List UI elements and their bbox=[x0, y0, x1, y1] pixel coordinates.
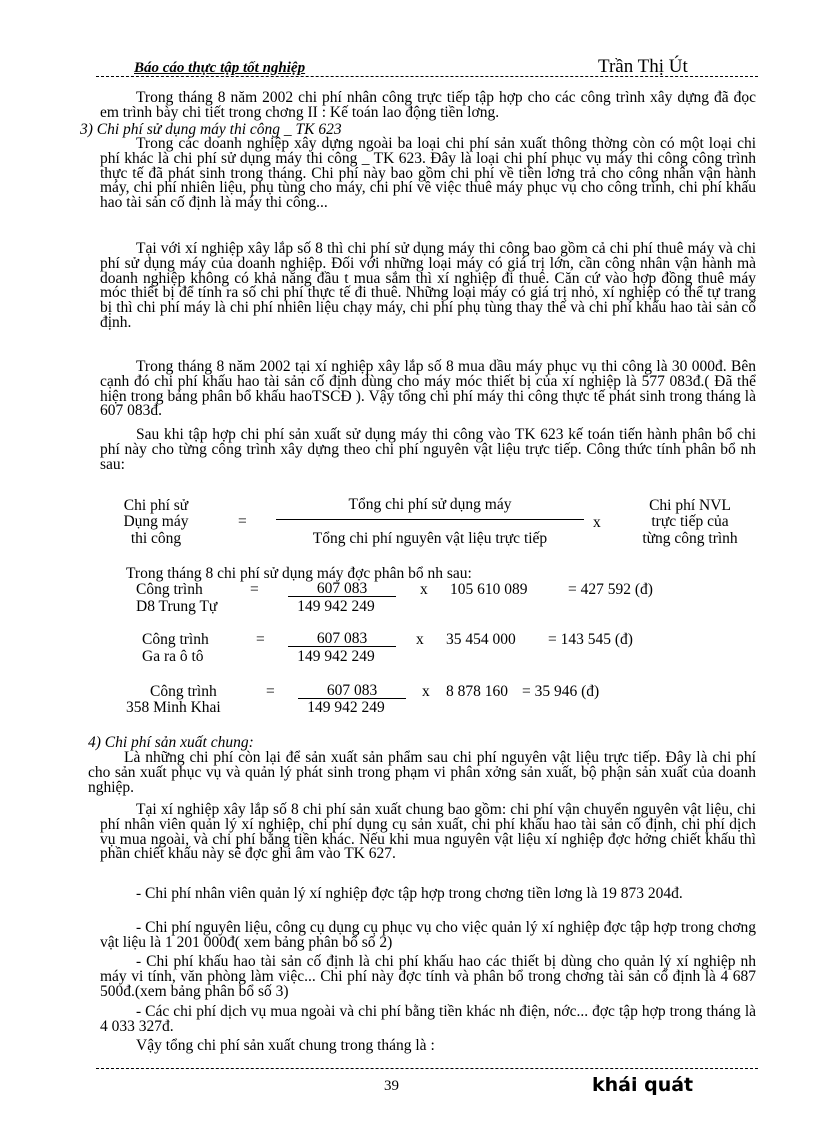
paragraph-5-text: Sau khi tập hợp chi phí sản xuất sử dụng máy thi công vào TK 623 kế toán tiến hành phân bổ chi phí này cho từng công trình xây dựng theo chi phí nguyên vật liệu trực tiếp. Công thức tính phân bổ nh sau: bbox=[100, 426, 756, 473]
allocation-result: = 143 545 (đ) bbox=[548, 631, 633, 648]
allocation-times: x bbox=[420, 581, 428, 598]
allocation-name: Công trình bbox=[142, 631, 209, 648]
allocation-times: x bbox=[416, 631, 424, 648]
bullet-4 bbox=[100, 1005, 756, 1035]
paragraph-5 bbox=[100, 428, 756, 472]
formula-denominator: Tổng chi phí nguyên vật liệu trực tiếp bbox=[312, 530, 548, 547]
bullet-3 bbox=[100, 955, 756, 999]
allocation-name-2: Ga ra ô tô bbox=[142, 648, 204, 665]
allocation-result: = 35 946 (đ) bbox=[522, 683, 600, 700]
header-title: Báo cáo thực tập tốt nghiệp bbox=[134, 60, 306, 76]
allocation-name-2: 358 Minh Khai bbox=[126, 699, 221, 716]
formula-left-2: Dụng máy bbox=[123, 513, 189, 530]
allocation-name: Công trình bbox=[150, 683, 217, 700]
bullet-2-text: - Chi phí nguyên liệu, công cụ dụng cụ phục vụ cho việc quản lý xí nghiệp đợc tập hợp trong chơng vật liệu là 1 201 000đ( xem bảng phân bổ số 2) bbox=[100, 919, 756, 951]
allocation-numerator: 607 083 bbox=[316, 580, 368, 597]
bullet-4-text: - Các chi phí dịch vụ mua ngoài và chi phí bằng tiền khác nh điện, nớc... đợc tập hợp trong tháng là 4 033 327đ. bbox=[100, 1003, 756, 1035]
paragraph-1-text: Trong tháng 8 năm 2002 chi phí nhân công trực tiếp tập hợp cho các công trình xây dựng đã đọc em trình bày chi tiết trong chơng II : Kế toán lao động tiền lơng. bbox=[100, 89, 756, 121]
formula-right-2: trực tiếp của bbox=[651, 513, 729, 530]
paragraph-8-text: Vậy tổng chi phí sản xuất chung trong tháng là : bbox=[136, 1037, 435, 1054]
formula-left-1: Chi phí sử bbox=[123, 497, 189, 514]
allocation-multiplier: 105 610 089 bbox=[450, 581, 528, 598]
paragraph-8 bbox=[100, 1039, 756, 1054]
paragraph-3 bbox=[100, 242, 756, 331]
formula-numerator: Tổng chi phí sử dụng máy bbox=[348, 496, 512, 513]
footer-rule bbox=[96, 1068, 758, 1069]
formula-times: x bbox=[593, 514, 601, 531]
bullet-1-text: - Chi phí nhân viên quản lý xí nghiệp đợc tập hợp trong chơng tiền lơng là 19 873 204đ. bbox=[136, 885, 683, 902]
allocation-denominator: 149 942 249 bbox=[297, 598, 375, 615]
paragraph-6-text: Là những chi phí còn lại để sản xuất sản phẩm sau chi phí nguyên vật liệu trực tiếp. Đây là chi phí cho sản xuất phục vụ và quản lý phát sinh trong phạm vi phân xởng sản xuất, bộ phận sản xuất của doanh nghiệp. bbox=[88, 749, 756, 796]
allocation-name-2: D8 Trung Tự bbox=[136, 598, 218, 615]
formula-equals: = bbox=[238, 513, 247, 530]
paragraph-1 bbox=[100, 91, 756, 121]
formula-fraction-line bbox=[276, 519, 584, 520]
allocation-result: = 427 592 (đ) bbox=[568, 581, 653, 598]
paragraph-6 bbox=[88, 751, 756, 795]
allocation-multiplier: 8 878 160 bbox=[446, 683, 508, 700]
allocation-times: x bbox=[422, 683, 430, 700]
allocation-multiplier: 35 454 000 bbox=[446, 631, 516, 648]
paragraph-4-text: Trong tháng 8 năm 2002 tại xí nghiệp xây lắp số 8 mua dầu máy phục vụ thi công là 30 000đ. Bên cạnh đó chi phí khấu hao tài sản cố định dùng cho máy móc thiết bị của xí nghiệp là 577 083đ.( Đã thể hiện trong bảng phân bổ khấu haoTSCĐ ). Vậy tổng chi phí máy thi công thực tế phát sinh trong tháng là 607 083đ. bbox=[100, 358, 756, 420]
formula-left-3: thi công bbox=[130, 530, 182, 547]
paragraph-2-text: Trong các doanh nghiệp xây dựng ngoài ba loại chi phí sản xuất thông thờng còn có một loại chi phí khác là chi phí sử dụng máy thi công _ TK 623. Đây là loại chi phí phục vụ máy thi công công trình thực tế đã phát sinh trong tháng. Chi phí này bao gồm chi phí về tiền lơng trả cho công nhân vận hành máy, chi phí nhiên liệu, phụ tùng cho máy, chi phí về việc thuê máy phục vụ cho công trình, chi phí khấu hao tài sản cố định là máy thi công... bbox=[100, 135, 756, 212]
footer-label: khái quát bbox=[592, 1074, 694, 1096]
allocation-equals: = bbox=[266, 683, 275, 700]
bullet-3-text: - Chi phí khấu hao tài sản cố định là chi phí khấu hao các thiết bị dùng cho quản lý xí nghiệp nh máy vi tính, văn phòng làm việc... Chi phí này đợc tính và phân bổ trong chơng tài sản cố định là 4 687 500đ.(xem bảng phân bổ số 3) bbox=[100, 953, 756, 1000]
allocation-numerator: 607 083 bbox=[316, 630, 368, 647]
allocation-numerator: 607 083 bbox=[326, 682, 378, 699]
allocation-intro: Trong tháng 8 chi phí sử dụng máy đợc phân bổ nh sau: bbox=[126, 565, 472, 582]
allocation-denominator: 149 942 249 bbox=[297, 648, 375, 665]
allocation-equals: = bbox=[250, 581, 259, 598]
formula-right-3: từng công trình bbox=[642, 530, 738, 547]
bullet-1 bbox=[100, 887, 756, 902]
paragraph-4 bbox=[100, 360, 756, 419]
allocation-fraction-line bbox=[288, 596, 396, 597]
section-4-title: 4) Chi phí sản xuất chung: bbox=[88, 734, 254, 751]
section-3-title: 3) Chi phí sử dụng máy thi công _ TK 623 bbox=[80, 121, 342, 138]
allocation-name: Công trình bbox=[136, 581, 203, 598]
paragraph-2 bbox=[100, 137, 756, 211]
bullet-2 bbox=[100, 921, 756, 951]
paragraph-7 bbox=[100, 803, 756, 862]
allocation-fraction-line bbox=[288, 646, 396, 647]
header-author: Trần Thị Út bbox=[598, 56, 688, 77]
formula-right-1: Chi phí NVL bbox=[649, 497, 731, 514]
paragraph-3-text: Tại với xí nghiệp xây lắp số 8 thì chi phí sử dụng máy thi công bao gồm cả chi phí thuê máy và chi phí sử dụng máy của doanh nghiệp. Đối với những loại máy có giá trị lớn, cần công nhân vận hành mà doanh nghiệp không có khả năng đầu t mua sắm thì xí nghiệp đi thuê. Căn cứ vào hợp đồng thuê máy móc thiết bị để tính ra số chi phí thực tế đi thuê. Những loại máy có giá trị nhỏ, xí nghiệp có thể tự trang bị thì chi phí máy là chi phí nhiên liệu chạy máy, chi phí phụ tùng thay thế và chi phí khấu hao tài sản cố định. bbox=[100, 240, 756, 331]
allocation-denominator: 149 942 249 bbox=[307, 699, 385, 716]
paragraph-7-text: Tại xí nghiệp xây lắp số 8 chi phí sản xuất chung bao gồm: chi phí vận chuyển nguyên vật liệu, chi phí nhân viên quản lý xí nghiệp, chi phí dụng cụ sản xuất, chi phí khấu hao tài sản cố định, chi phí dịch vụ mua ngoài, và chi phí bằng tiền khác. Nếu khi mua nguyên vật liệu xí nghiệp đợc hởng chiết khấu thì phần chiết khấu này sẽ đợc ghi âm vào TK 627. bbox=[100, 801, 756, 863]
allocation-equals: = bbox=[256, 631, 265, 648]
page-number: 39 bbox=[384, 1078, 399, 1094]
